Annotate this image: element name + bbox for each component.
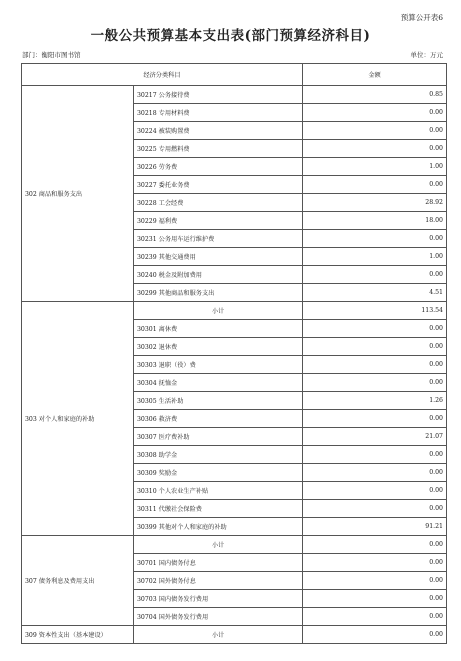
item-amount: 0.00 <box>303 104 447 122</box>
category-cell: 303 对个人和家庭的补助 <box>22 302 134 536</box>
subtotal-row <box>22 536 447 554</box>
item-label: 30228 工会经费 <box>134 194 303 212</box>
item-label: 30240 税金及附加费用 <box>134 266 303 284</box>
unit-label: 单位：万元 <box>410 51 443 59</box>
department-label: 部门：衡阳市图书馆 <box>22 51 81 59</box>
item-amount: 0.00 <box>303 176 447 194</box>
item-label: 30239 其他交通费用 <box>134 248 303 266</box>
item-label: 30299 其他商品和服务支出 <box>134 284 303 302</box>
item-label: 30218 专用材料费 <box>134 104 303 122</box>
category-cell: 309 资本性支出（基本建设） <box>22 626 134 644</box>
budget-table <box>21 63 447 644</box>
item-amount: 0.00 <box>303 590 447 608</box>
item-amount: 1.00 <box>303 248 447 266</box>
item-amount: 1.26 <box>303 392 447 410</box>
item-label: 30307 医疗费补助 <box>134 428 303 446</box>
subtotal-row <box>22 302 447 320</box>
table-header-row <box>22 64 447 86</box>
item-label: 30304 抚恤金 <box>134 374 303 392</box>
item-amount: 0.00 <box>303 374 447 392</box>
subtotal-label: 小计 <box>134 302 303 320</box>
item-label: 30702 国外债务付息 <box>134 572 303 590</box>
subtotal-label: 小计 <box>134 536 303 554</box>
item-amount: 28.92 <box>303 194 447 212</box>
item-amount: 0.85 <box>303 86 447 104</box>
subtotal-row <box>22 626 447 644</box>
item-label: 30305 生活补助 <box>134 392 303 410</box>
item-amount: 1.00 <box>303 158 447 176</box>
header-amount: 金额 <box>303 64 447 86</box>
item-label: 30301 离休费 <box>134 320 303 338</box>
form-id-label: 预算公开表6 <box>400 13 443 22</box>
item-label: 30399 其他对个人和家庭的补助 <box>134 518 303 536</box>
header-economic-category: 经济分类科目 <box>22 64 303 86</box>
item-label: 30704 国外债务发行费用 <box>134 608 303 626</box>
item-amount: 0.00 <box>303 338 447 356</box>
item-amount: 0.00 <box>303 266 447 284</box>
subtotal-amount: 0.00 <box>303 536 447 554</box>
item-amount: 18.00 <box>303 212 447 230</box>
item-amount: 0.00 <box>303 554 447 572</box>
item-amount: 4.51 <box>303 284 447 302</box>
item-amount: 0.00 <box>303 140 447 158</box>
item-amount: 0.00 <box>303 320 447 338</box>
item-label: 30308 助学金 <box>134 446 303 464</box>
item-amount: 21.07 <box>303 428 447 446</box>
category-cell: 302 商品和服务支出 <box>22 86 134 302</box>
item-amount: 91.21 <box>303 518 447 536</box>
item-label: 30224 被装购置费 <box>134 122 303 140</box>
item-label: 30306 救济费 <box>134 410 303 428</box>
item-label: 30310 个人农业生产补贴 <box>134 482 303 500</box>
item-label: 30703 国内债务发行费用 <box>134 590 303 608</box>
item-amount: 0.00 <box>303 464 447 482</box>
item-label: 30217 公务接待费 <box>134 86 303 104</box>
item-label: 30231 公务用车运行维护费 <box>134 230 303 248</box>
item-label: 30225 专用燃料费 <box>134 140 303 158</box>
item-amount: 0.00 <box>303 572 447 590</box>
item-amount: 0.00 <box>303 608 447 626</box>
item-amount: 0.00 <box>303 482 447 500</box>
item-label: 30701 国内债务付息 <box>134 554 303 572</box>
item-amount: 0.00 <box>303 500 447 518</box>
item-label: 30227 委托业务费 <box>134 176 303 194</box>
subtotal-amount: 113.54 <box>303 302 447 320</box>
category-cell: 307 债务利息及费用支出 <box>22 536 134 626</box>
item-label: 30229 福利费 <box>134 212 303 230</box>
item-amount: 0.00 <box>303 410 447 428</box>
item-amount: 0.00 <box>303 356 447 374</box>
page-title: 一般公共预算基本支出表(部门预算经济科目) <box>90 28 371 44</box>
item-label: 30303 退职（役）费 <box>134 356 303 374</box>
item-amount: 0.00 <box>303 122 447 140</box>
item-amount: 0.00 <box>303 446 447 464</box>
item-label: 30309 奖励金 <box>134 464 303 482</box>
item-label: 30302 退休费 <box>134 338 303 356</box>
table-row <box>22 86 447 104</box>
item-label: 30226 劳务费 <box>134 158 303 176</box>
item-label: 30311 代缴社会保险费 <box>134 500 303 518</box>
subtotal-amount: 0.00 <box>303 626 447 644</box>
subtotal-label: 小计 <box>134 626 303 644</box>
item-amount: 0.00 <box>303 230 447 248</box>
